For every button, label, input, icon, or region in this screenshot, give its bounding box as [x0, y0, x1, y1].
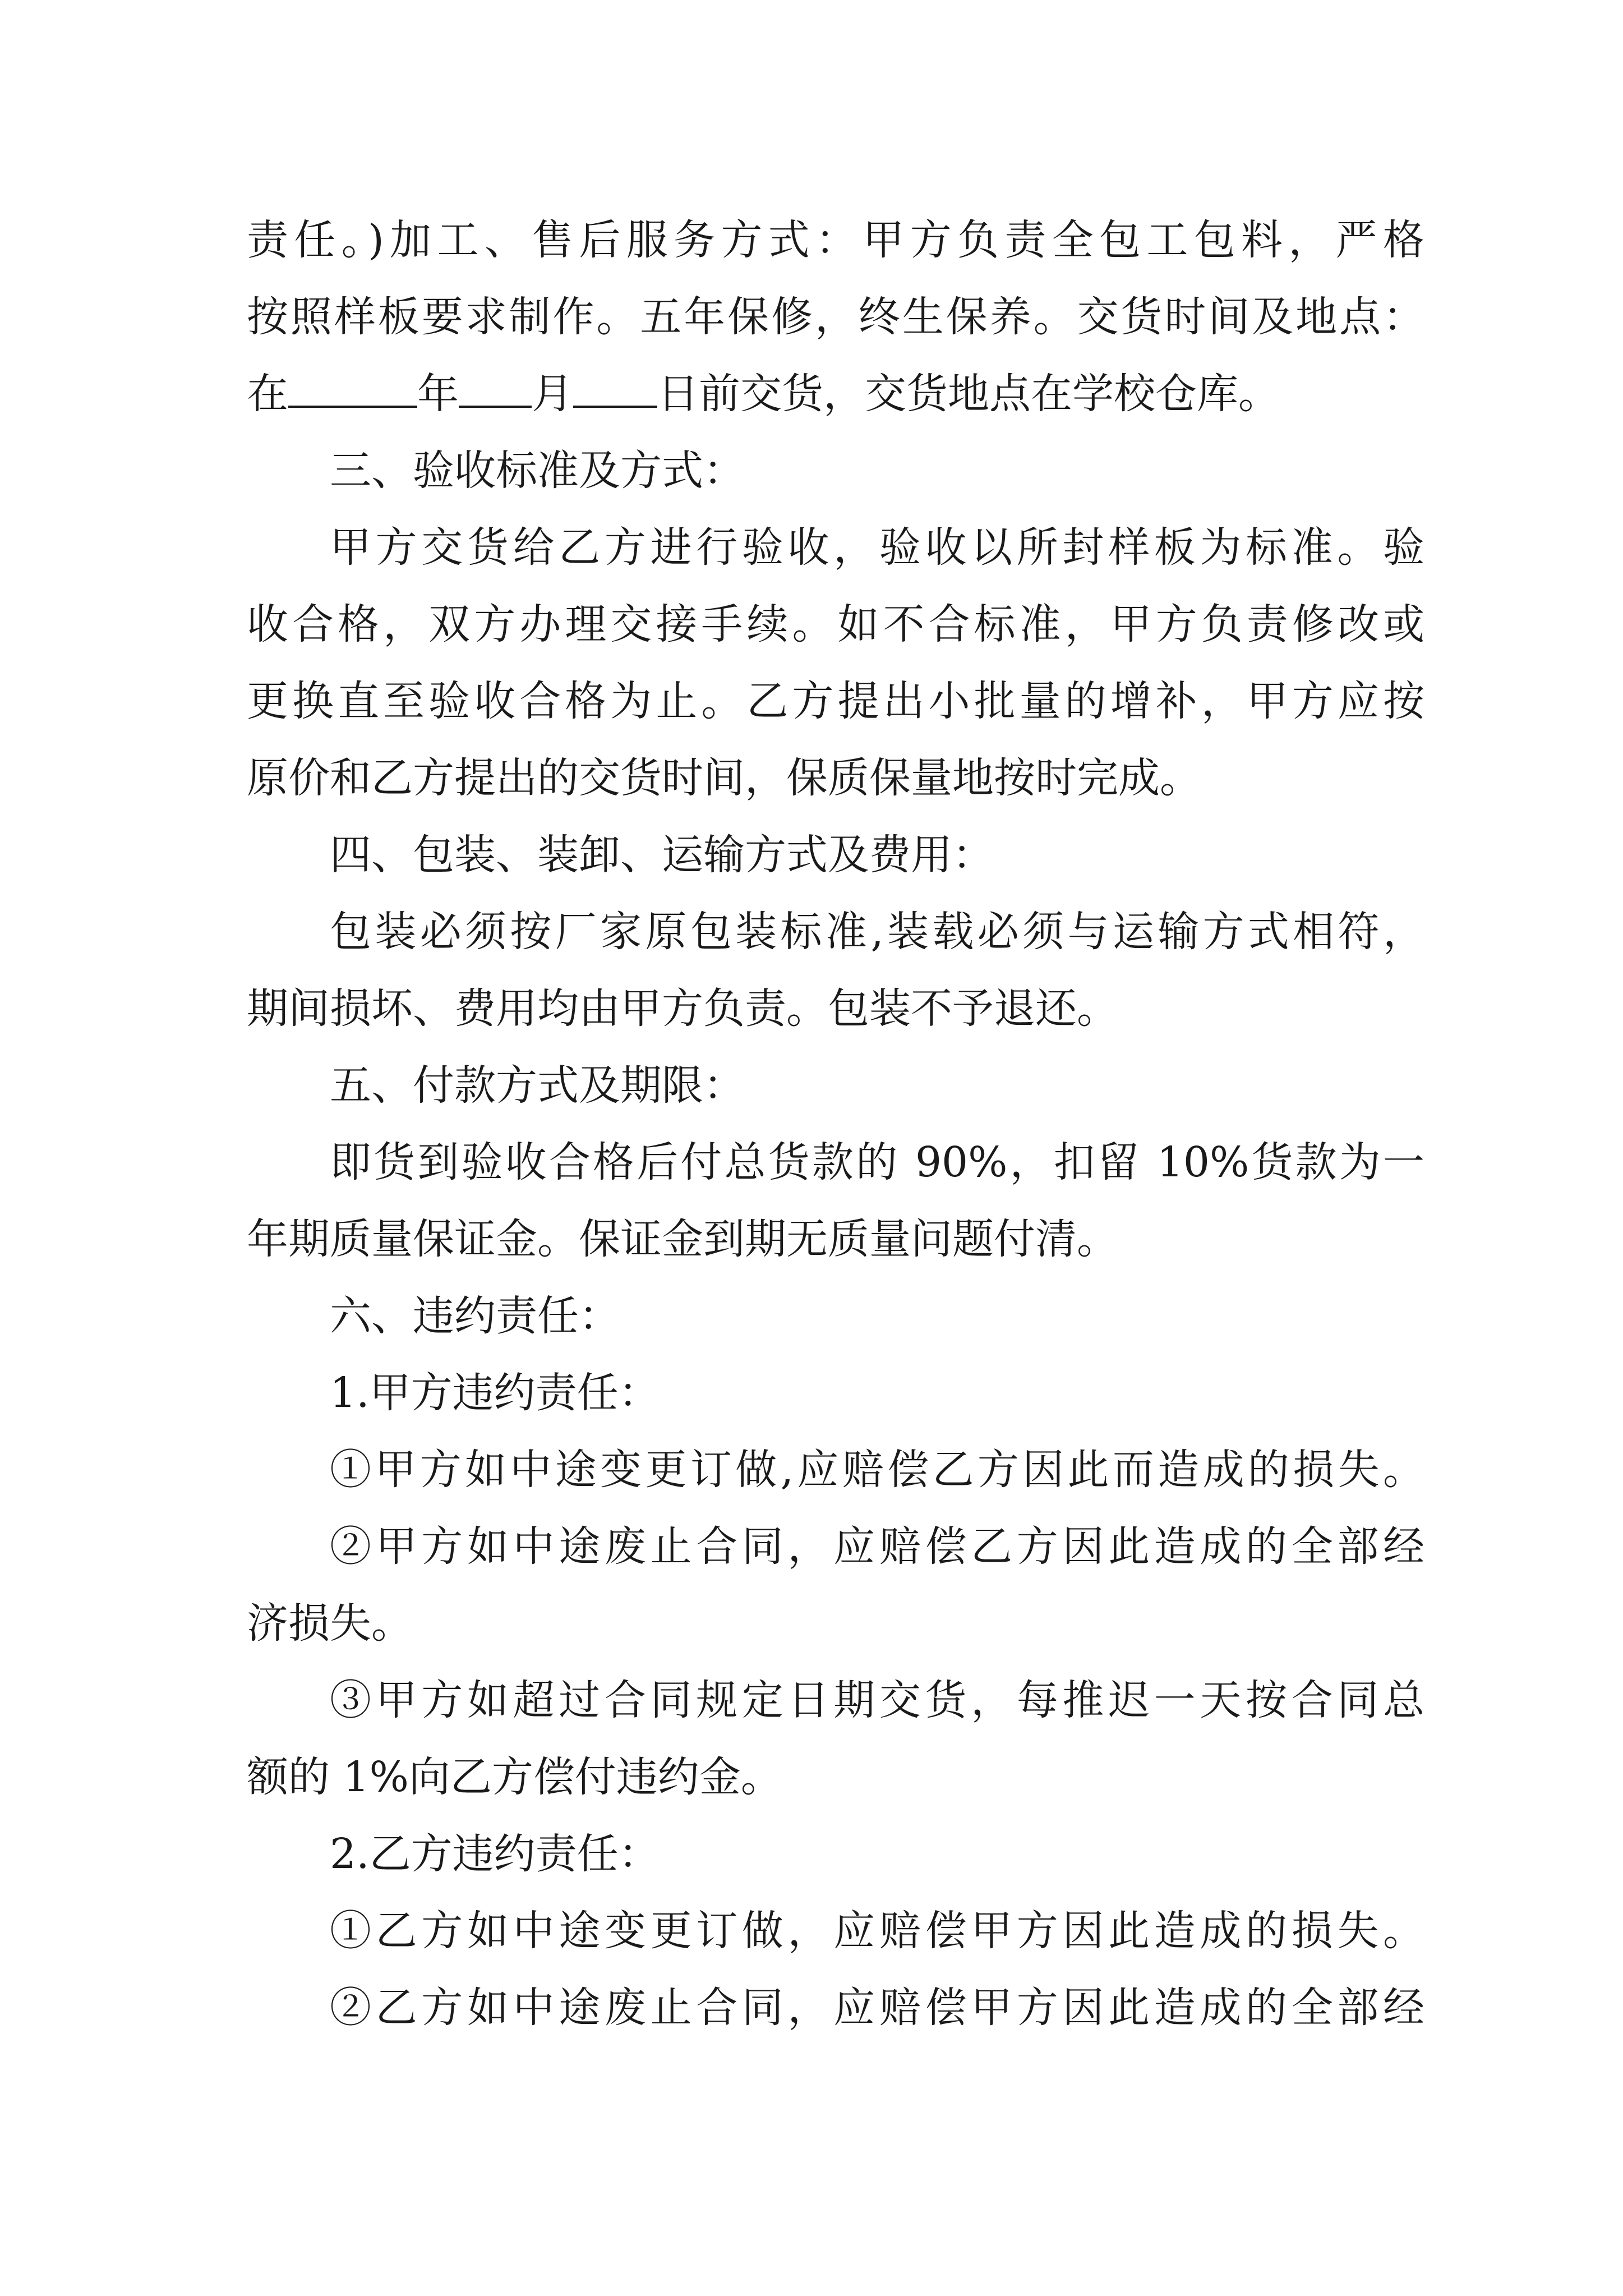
section-heading: 三、验收标准及方式：: [330, 447, 745, 495]
delivery-suffix: 日前交货，交货地点在学校仓库。: [657, 370, 1280, 418]
clause-item: ②乙方如中途废止合同，应赔偿甲方因此造成的全部经: [330, 1984, 1424, 2032]
month-label: 月: [532, 370, 573, 418]
section-heading: 四、包装、装卸、运输方式及费用：: [330, 831, 994, 879]
delivery-prefix: 在: [247, 370, 288, 418]
clause-item: ①甲方如中途变更订做,应赔偿乙方因此而造成的损失。: [330, 1446, 1424, 1494]
year-blank: [288, 371, 417, 408]
delivery-date-line: [247, 356, 1424, 432]
subsection-heading: 2.乙方违约责任：: [330, 1830, 660, 1878]
paragraph-line: 责任。)加工、售后服务方式：甲方负责全包工包料，严格: [247, 216, 1424, 264]
paragraph-line: 即货到验收合格后付总货款的 90%，扣留 10%货款为一: [330, 1138, 1424, 1186]
paragraph-line: 甲方交货给乙方进行验收，验收以所封样板为标准。验: [330, 523, 1424, 572]
section-heading: 六、违约责任：: [330, 1292, 620, 1340]
paragraph-line: 包装必须按厂家原包装标准,装载必须与运输方式相符，: [330, 908, 1424, 956]
clause-item: ③甲方如超过合同规定日期交货，每推迟一天按合同总: [330, 1676, 1424, 1724]
paragraph-line: 额的 1%向乙方偿付违约金。: [247, 1753, 782, 1801]
paragraph-line: 更换直至验收合格为止。乙方提出小批量的增补，甲方应按: [247, 677, 1424, 725]
paragraph-line: 期间损坏、费用均由甲方负责。包装不予退还。: [247, 984, 1118, 1033]
paragraph-line: 原价和乙方提出的交货时间，保质保量地按时完成。: [247, 754, 1201, 802]
paragraph-line: 济损失。: [247, 1599, 413, 1648]
clause-item: ②甲方如中途废止合同，应赔偿乙方因此造成的全部经: [330, 1522, 1424, 1571]
paragraph-line: 年期质量保证金。保证金到期无质量问题付清。: [247, 1215, 1118, 1263]
clause-item: ①乙方如中途变更订做，应赔偿甲方因此造成的损失。: [330, 1907, 1424, 1955]
day-blank: [573, 371, 657, 408]
year-label: 年: [417, 370, 459, 418]
subsection-heading: 1.甲方违约责任：: [330, 1369, 660, 1417]
contract-body: [247, 202, 1424, 2046]
section-heading: 五、付款方式及期限：: [330, 1061, 745, 1110]
paragraph-line: 收合格，双方办理交接手续。如不合标准，甲方负责修改或: [247, 600, 1424, 648]
paragraph-line: 按照样板要求制作。五年保修，终生保养。交货时间及地点：: [247, 293, 1424, 341]
month-blank: [459, 371, 532, 408]
